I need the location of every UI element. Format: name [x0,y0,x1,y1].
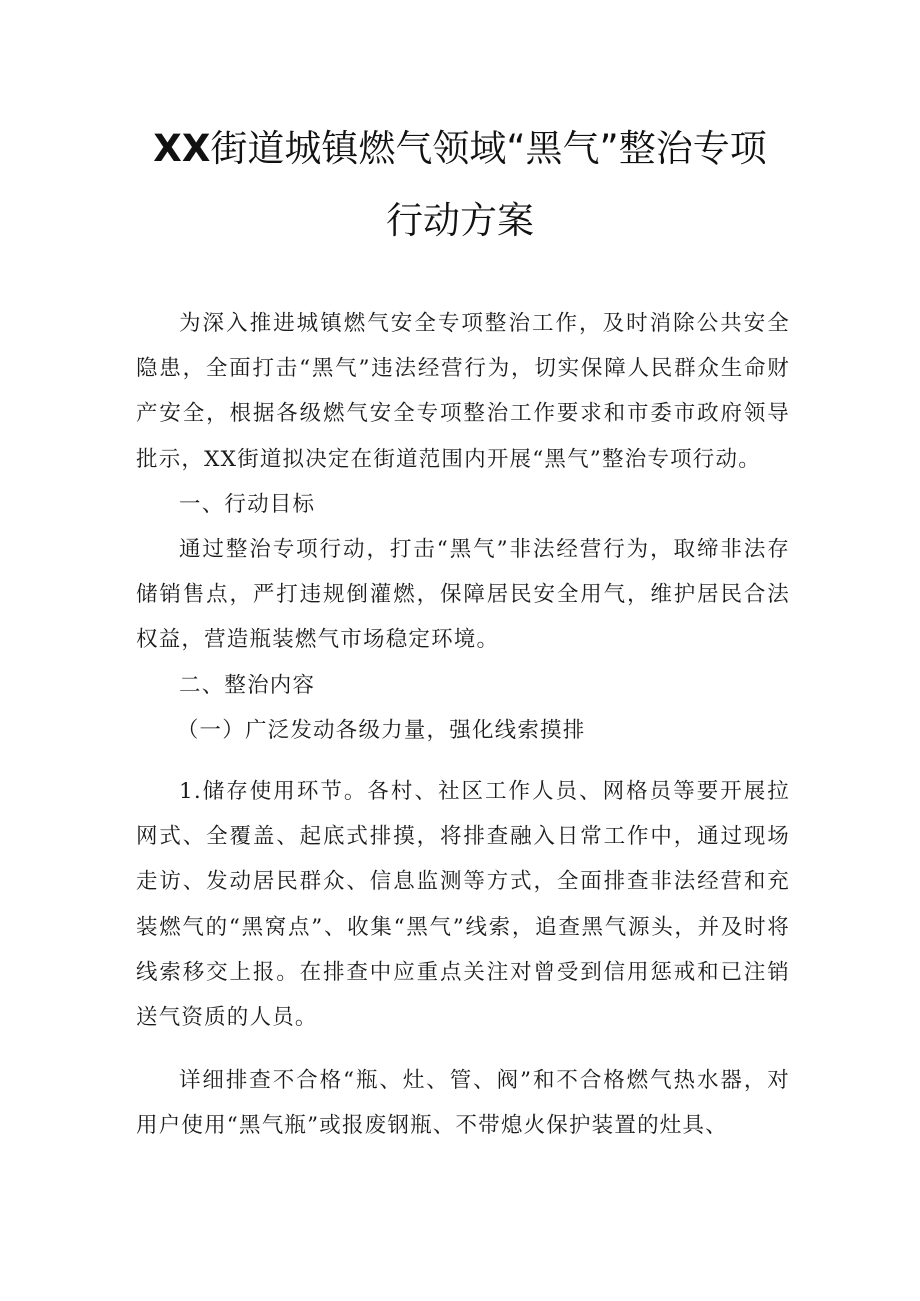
title-main: 街道城镇燃气领域“黑气”整治专项 [210,127,767,170]
item-1-paragraph: 1.储存使用环节。各村、社区工作人员、网格员等要开展拉网式、全覆盖、起底式排摸，将排查融入日常工作中，通过现场走访、发动居民群众、信息监测等方式，全面排查非法经营和充装燃气的“黑窝点”、收集“黑气”线索，追查黑气源头，并及时将线索移交上报。在排查中应重点关注对曾受到信用惩戒和已注销送气资质的人员。 [136,779,790,1031]
section-heading-content: 二、整治内容 [179,672,316,698]
document-title-line-1 [0,124,920,174]
subsection-heading-1: （一）广泛发动各级力量，强化线索摸排 [176,717,586,743]
document-title-line-2: 行动方案 [386,199,534,242]
intro-paragraph: 为深入推进城镇燃气安全专项整治工作，及时消除公共安全隐患，全面打击“黑气”违法经营行为，切实保障人民群众生命财产安全，根据各级燃气安全专项整治工作要求和市委市政府领导批示，XX街道拟决定在街道范围内开展“黑气”整治专项行动。 [136,311,790,472]
detail-paragraph: 详细排查不合格“瓶、灶、管、阀”和不合格燃气热水器，对用户使用“黑气瓶”或报废钢瓶、不带熄火保护装置的灶具、 [136,1068,790,1139]
goal-paragraph: 通过整治专项行动，打击“黑气”非法经营行为，取缔非法存储销售点，严打违规倒灌燃，保障居民安全用气，维护居民合法权益，营造瓶装燃气市场稳定环境。 [136,537,790,653]
title-prefix: XX [153,127,211,170]
section-heading-goals: 一、行动目标 [179,491,316,517]
document-body [136,301,790,1149]
